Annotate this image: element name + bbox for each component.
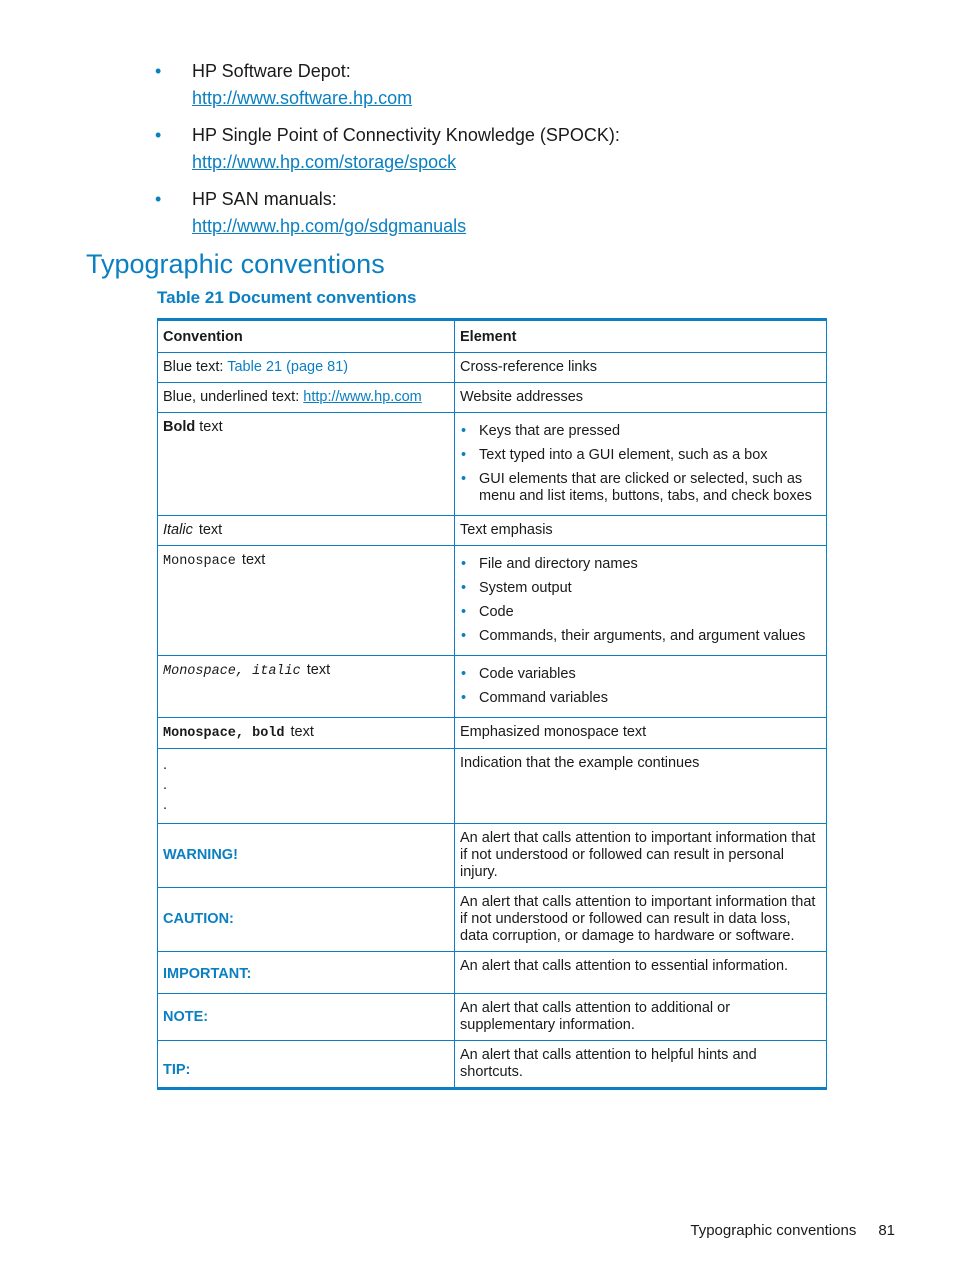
list-item-text: Commands, their arguments, and argument values [479,628,806,644]
table-row [158,353,827,383]
section-title: Typographic conventions [86,249,385,279]
bullet-icon: • [461,628,467,644]
list-item [155,186,875,240]
table-row [158,718,827,749]
convention-cell [158,994,455,1041]
bullet-icon: • [155,125,162,145]
table-row [158,994,827,1041]
link-label: HP Software Depot: [192,61,351,81]
list-item [155,122,875,176]
column-header-element: Element [455,320,827,353]
convention-cell [158,718,455,749]
element-list [460,666,821,707]
bullet-icon: • [461,690,467,706]
element-list [460,423,821,505]
list-item [460,423,821,440]
table-header-row [158,320,827,353]
table-row [158,952,827,994]
monospace-bold-sample: Monospace, bold [163,726,285,741]
list-item-text: Code variables [479,666,576,682]
convention-suffix: text [306,662,331,678]
element-cell: An alert that calls attention to essential information. [455,952,827,994]
element-cell: An alert that calls attention to important information that if not understood or followed can result in data loss, data corruption, or damage to hardware or software. [455,888,827,952]
convention-cell [158,952,455,994]
convention-cell [158,413,455,516]
convention-suffix: text [290,724,314,740]
bullet-icon: • [461,604,467,620]
continuation-dot: . [163,757,168,773]
list-item [460,556,821,573]
element-cell: An alert that calls attention to additional or supplementary information. [455,994,827,1041]
footer-section-title: Typographic conventions [690,1222,857,1239]
italic-sample: Italic [163,522,193,538]
spock-link[interactable]: http://www.hp.com/storage/spock [192,152,457,172]
list-item [460,580,821,597]
caution-label: CAUTION: [163,911,234,927]
website-link[interactable]: http://www.hp.com [303,389,422,405]
list-item-text: Command variables [479,690,608,706]
table-row [158,824,827,888]
list-item-text: Keys that are pressed [479,423,621,439]
list-item [460,666,821,683]
table-row [158,1041,827,1089]
bullet-icon: • [155,189,162,209]
resource-link-list [155,58,875,250]
list-item [460,471,821,505]
bullet-icon: • [155,61,162,81]
list-item [460,604,821,621]
link-label: HP Single Point of Connectivity Knowledge (SPOCK): [192,125,620,145]
bullet-icon: • [461,423,467,439]
table-row [158,888,827,952]
continuation-dot: . [163,777,168,793]
element-cell: Emphasized monospace text [455,718,827,749]
table-row [158,516,827,546]
link-label: HP SAN manuals: [192,189,337,209]
tip-label: TIP: [163,1062,191,1078]
table-row [158,383,827,413]
bullet-icon: • [461,447,467,463]
page-number: 81 [878,1222,895,1239]
convention-cell [158,656,455,718]
list-item [460,690,821,707]
convention-cell [158,383,455,413]
san-manuals-link[interactable]: http://www.hp.com/go/sdgmanuals [192,216,467,236]
convention-cell [158,1041,455,1089]
convention-suffix: text [195,419,223,435]
monospace-sample: Monospace [163,554,236,569]
bullet-icon: • [461,666,467,682]
element-cell: Indication that the example continues [455,749,827,824]
list-item [460,447,821,464]
convention-cell [158,888,455,952]
document-conventions-table [157,318,827,1090]
list-item [460,628,821,645]
list-item-text: File and directory names [479,556,638,572]
element-cell: An alert that calls attention to important information that if not understood or followed can result in personal injury. [455,824,827,888]
convention-cell [158,749,455,824]
page-footer [690,1222,895,1239]
note-label: NOTE: [163,1008,209,1025]
convention-label: Blue, underlined text: [163,389,304,405]
table-row [158,546,827,656]
convention-suffix: text [198,522,223,538]
monospace-italic-sample: Monospace, italic [163,664,301,679]
list-item [155,58,875,112]
list-item-text: Text typed into a GUI element, such as a box [479,447,768,463]
bullet-icon: • [461,471,467,487]
column-header-convention: Convention [158,320,455,353]
element-cell: Website addresses [455,383,827,413]
list-item-text: System output [479,580,572,596]
bullet-icon: • [461,580,467,596]
convention-suffix: text [241,552,266,568]
table-row [158,656,827,718]
table-row [158,413,827,516]
element-cell [455,413,827,516]
element-cell: An alert that calls attention to helpful hints and shortcuts. [455,1041,827,1089]
cross-reference-link[interactable]: Table 21 (page 81) [227,359,349,375]
convention-cell [158,824,455,888]
convention-label: Blue text: [163,359,228,375]
element-cell [455,546,827,656]
element-list [460,556,821,645]
convention-cell [158,546,455,656]
software-depot-link[interactable]: http://www.software.hp.com [192,88,413,108]
table-row [158,749,827,824]
element-cell [455,656,827,718]
bullet-icon: • [461,556,467,572]
warning-label: WARNING! [163,847,238,863]
bold-sample: Bold [163,419,196,435]
important-label: IMPORTANT: [163,966,252,982]
list-item-text: GUI elements that are clicked or selected, such as menu and list items, buttons, tabs, and check boxes [479,471,812,504]
table-caption: Table 21 Document conventions [157,288,417,307]
continuation-dot: . [163,797,168,813]
element-cell: Cross-reference links [455,353,827,383]
list-item-text: Code [479,604,514,620]
element-cell: Text emphasis [455,516,827,546]
convention-cell [158,516,455,546]
convention-cell [158,353,455,383]
